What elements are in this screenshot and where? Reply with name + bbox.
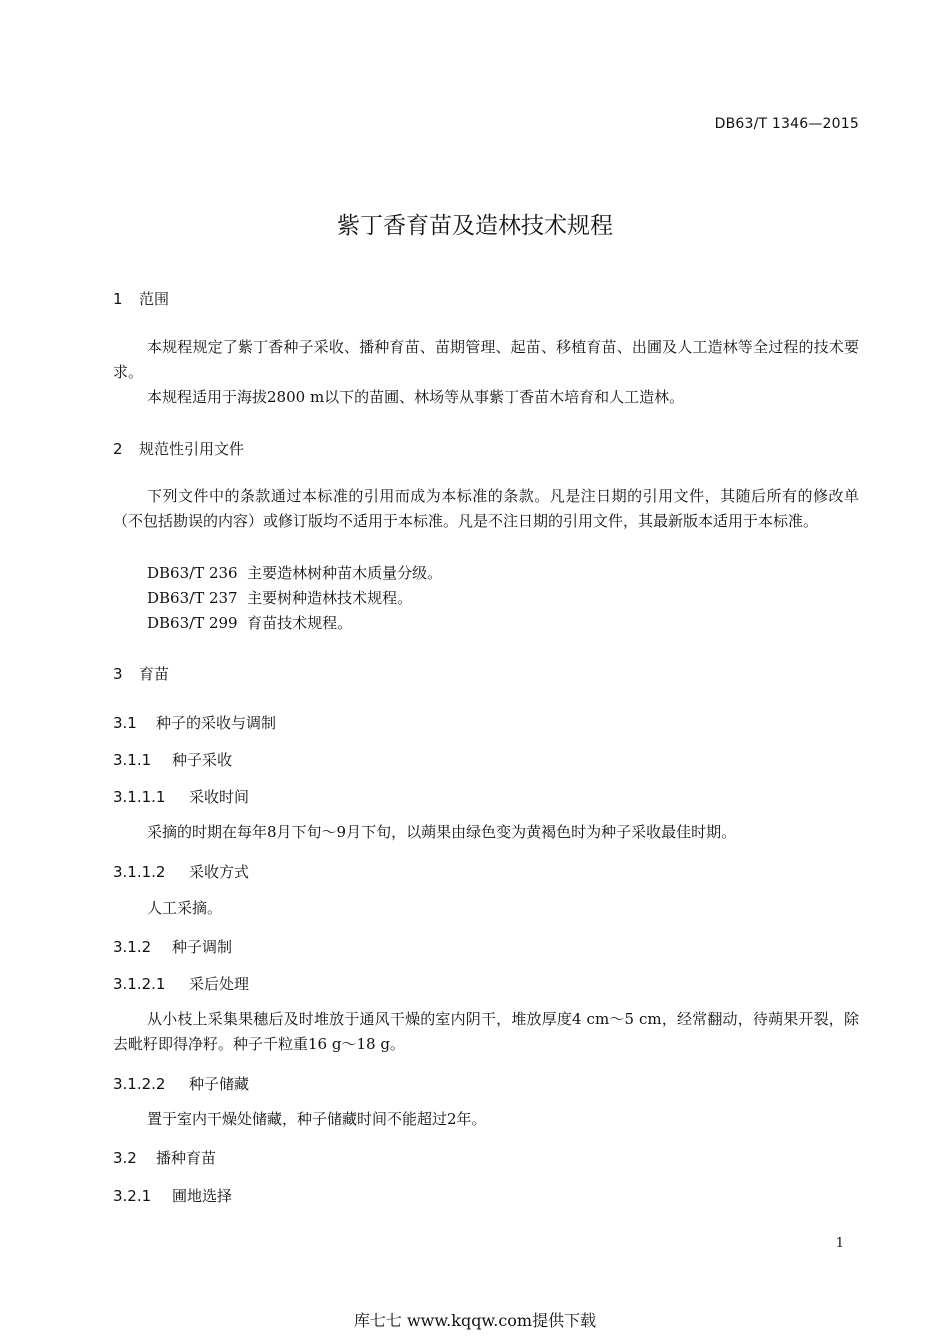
section-title: 采后处理 xyxy=(189,975,250,993)
section-title: 圃地选择 xyxy=(172,1187,233,1205)
page-number: 1 xyxy=(835,1236,844,1251)
section-number: 3 xyxy=(113,665,123,683)
subsection-heading-3-1-1-2 xyxy=(113,861,249,882)
harvest-method-paragraph: 人工采摘。 xyxy=(147,899,223,917)
document-code: DB63/T 1346—2015 xyxy=(714,116,859,132)
section-number: 3.1 xyxy=(113,714,137,732)
section-title: 采收方式 xyxy=(189,863,250,881)
reference-item: DB63/T 236 主要造林树种苗木质量分级。 xyxy=(147,564,443,582)
subsection-heading-3-1-1 xyxy=(113,749,232,770)
subsection-heading-3-1-2-2 xyxy=(113,1073,249,1094)
subsection-heading-3-1-2-1 xyxy=(113,973,249,994)
storage-paragraph: 置于室内干燥处储藏，种子储藏时间不能超过2年。 xyxy=(147,1110,487,1128)
section-number: 3.1.1 xyxy=(113,751,152,769)
section-number: 3.1.2.1 xyxy=(113,975,166,993)
section-title: 采收时间 xyxy=(189,788,250,806)
section-number: 1 xyxy=(113,290,123,308)
reference-item: DB63/T 237 主要树种造林技术规程。 xyxy=(147,589,413,607)
subsection-heading-3-1-1-1 xyxy=(113,786,249,807)
section-title: 育苗 xyxy=(139,665,170,683)
references-paragraph: 下列文件中的条款通过本标准的引用而成为本标准的条款。凡是注日期的引用文件，其随后所有的修改单（不包括勘误的内容）或修订版均不适用于本标准。凡是不注日期的引用文件，其最新版本适用于本标准。 xyxy=(113,487,859,530)
section-number: 2 xyxy=(113,440,123,458)
scope-paragraph-2: 本规程适用于海拔2800 m以下的苗圃、林场等从事紫丁香苗木培育和人工造林。 xyxy=(147,388,685,406)
section-number: 3.1.1.2 xyxy=(113,863,166,881)
reference-item: DB63/T 299 育苗技术规程。 xyxy=(147,614,353,632)
section-number: 3.2.1 xyxy=(113,1187,152,1205)
subsection-heading-3-2 xyxy=(113,1147,216,1168)
section-title: 规范性引用文件 xyxy=(139,440,245,458)
section-number: 3.1.2 xyxy=(113,938,152,956)
subsection-heading-3-1-2 xyxy=(113,936,232,957)
section-title: 种子储藏 xyxy=(189,1075,250,1093)
section-heading-3 xyxy=(113,663,169,684)
post-harvest-paragraph: 从小枝上采集果穗后及时堆放于通风干燥的室内阴干，堆放厚度4 cm～5 cm，经常翻动，待蒴果开裂，除去毗籽即得净籽。种子千粒重16 g～18 g。 xyxy=(113,1010,859,1053)
scope-paragraph-1: 本规程规定了紫丁香种子采收、播种育苗、苗期管理、起苗、移植育苗、出圃及人工造林等全过程的技术要求。 xyxy=(113,338,859,381)
document-title: 紫丁香育苗及造林技术规程 xyxy=(337,213,613,239)
section-number: 3.2 xyxy=(113,1149,137,1167)
section-number: 3.1.1.1 xyxy=(113,788,166,806)
harvest-time-paragraph: 采摘的时期在每年8月下旬～9月下旬，以蒴果由绿色变为黄褐色时为种子采收最佳时期。 xyxy=(147,823,737,841)
subsection-heading-3-2-1 xyxy=(113,1185,232,1206)
section-title: 范围 xyxy=(139,290,170,308)
section-title: 种子调制 xyxy=(172,938,233,956)
section-heading-2 xyxy=(113,438,244,459)
section-number: 3.1.2.2 xyxy=(113,1075,166,1093)
section-title: 种子采收 xyxy=(172,751,233,769)
section-title: 种子的采收与调制 xyxy=(156,714,277,732)
subsection-heading-3-1 xyxy=(113,712,276,733)
section-title: 播种育苗 xyxy=(156,1149,217,1167)
footer-watermark: 库七七 www.kqqw.com提供下载 xyxy=(353,1311,597,1330)
section-heading-1 xyxy=(113,288,169,309)
